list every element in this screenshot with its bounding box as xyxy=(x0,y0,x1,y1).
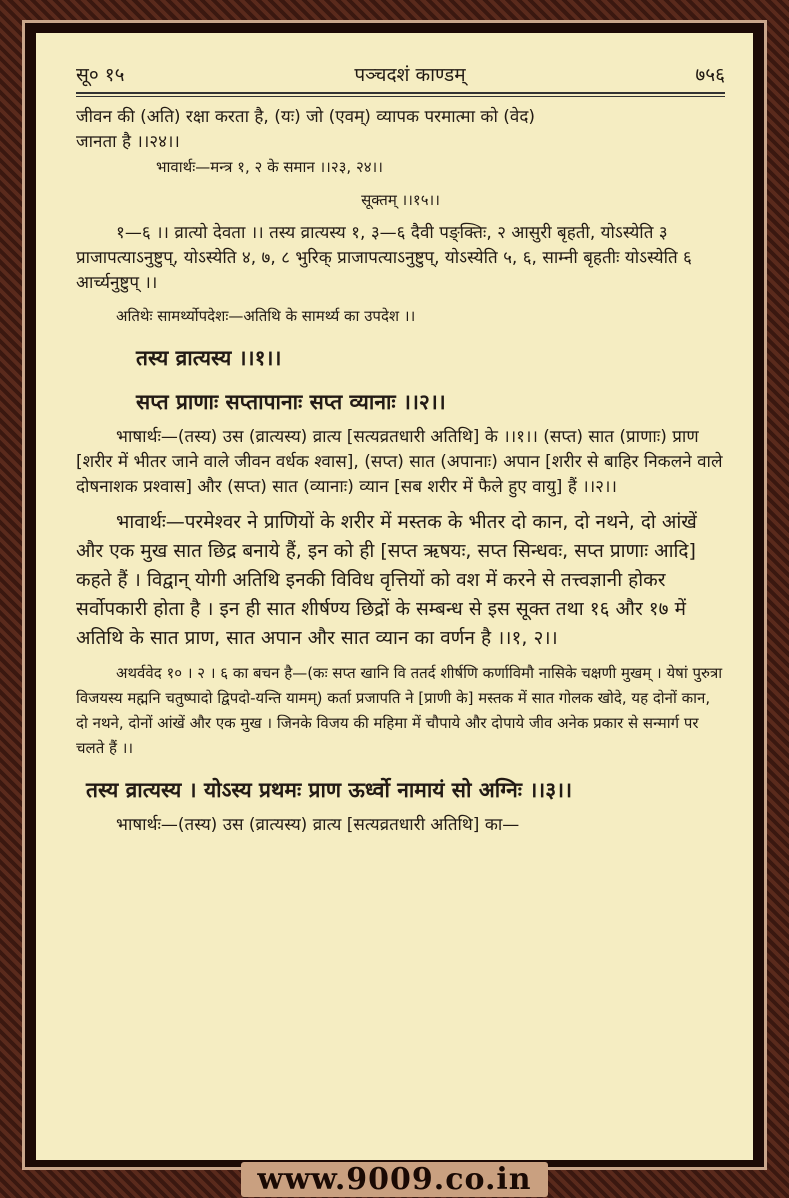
mantra-3: तस्य व्रात्यस्य । योऽस्य प्रथमः प्राण ऊर्ध्वो नामायं सो अग्निः ।।३।। xyxy=(86,778,573,802)
running-head xyxy=(76,63,725,88)
bhasharth-3: भाषार्थः—(तस्य) उस (व्रात्यस्य) व्रात्य [सत्यव्रतधारी अतिथि] का— xyxy=(116,815,520,835)
text-line: जानता है ।।२४।। xyxy=(76,132,180,152)
atharvaveda-quote: अथर्ववेद १० । २ । ६ का बचन है—(कः सप्त खानि वि ततर्द शीर्षणि कर्णाविमौ नासिके चक्षणी मुखम् । येषां पुरुत्रा विजयस्य मह्मनि चतुष्पादो द्विपदो-यन्ति यामम्) कर्ता प्रजापति ने [प्राणी के] मस्तक में सात गोलक खोदे, यह दोनों कान, दो नथने, दोनों आंखें और एक मुख । जिनके विजय की महिमा में चौपाये और दोपाये जीव अनेक प्रकार से सन्मार्ग पर चलते हैं ।। xyxy=(76,664,723,757)
mantra-1: तस्य व्रात्यस्य ।।१।। xyxy=(136,346,282,370)
upadesh-line: अतिथेः सामर्थ्योपदेशः—अतिथि के सामर्थ्य का उपदेश ।। xyxy=(116,307,416,325)
kanda-title: पञ्चदशं काण्डम् xyxy=(354,64,466,86)
page-number: ७५६ xyxy=(695,64,725,86)
sukta-heading: सूक्तम् ।।१५।। xyxy=(361,191,440,209)
header-rule xyxy=(76,92,725,97)
sukta-number: सू० १५ xyxy=(76,64,125,86)
bhasharth-1-2: भाषार्थः—(तस्य) उस (व्रात्यस्य) व्रात्य [सत्यव्रतधारी अतिथि] के ।।१।। (सप्त) सात (प्राणाः) प्राण [शरीर में भीतर जाने वाले जीवन वर्धक श्वास], (सप्त) सात (अपानाः) अपान [शरीर से बाहिर निकलने वाले दोषनाशक प्रश्वास] और (सप्त) सात (व्यानाः) व्यान [सब शरीर में फैले हुए वायु] हैं ।।२।। xyxy=(76,427,723,497)
bhavarth-1-2: भावार्थः—परमेश्वर ने प्राणियों के शरीर में मस्तक के भीतर दो कान, दो नथने, दो आंखें और एक मुख सात छिद्र बनाये हैं, इन को ही [सप्त ऋषयः, सप्त सिन्धवः, सप्त प्राणाः आदि] कहते हैं । विद्वान् योगी अतिथि इनकी विविध वृत्तियों को वश में करने से तत्त्वज्ञानी होकर सर्वोपकारी होता है । इन ही सात शीर्षण्य छिद्रों के सम्बन्ध से इस सूक्त तथा १६ और १७ में अतिथि के सात प्राण, सात अपान और सात व्यान का वर्णन है ।।१, २।। xyxy=(76,511,697,649)
devata-meta: १—६ ।। व्रात्यो देवता ।। तस्य व्रात्यस्य १, ३—६ दैवी पङ्क्तिः, २ आसुरी बृहती, योऽस्येति ३ प्राजापत्याऽनुष्टुप्, योऽस्येति ४, ७, ८ भुरिक् प्राजापत्याऽनुष्टुप्, योऽस्येति ५, ६, साम्नी बृहतीः योऽस्येति ६ आर्च्यनुष्टुप् ।। xyxy=(76,223,692,293)
website-link[interactable]: www.9009.co.in xyxy=(241,1162,547,1197)
text-line: जीवन की (अति) रक्षा करता है, (यः) जो (एवम्) व्यापक परमात्मा को (वेद) xyxy=(76,107,536,127)
bhavarth-note: भावार्थः—मन्त्र १, २ के समान ।।२३, २४।। xyxy=(156,158,383,176)
mantra-2: सप्त प्राणाः सप्तापानाः सप्त व्यानाः ।।२।। xyxy=(136,390,446,414)
book-page xyxy=(36,33,753,1160)
footer-band xyxy=(0,1160,789,1198)
